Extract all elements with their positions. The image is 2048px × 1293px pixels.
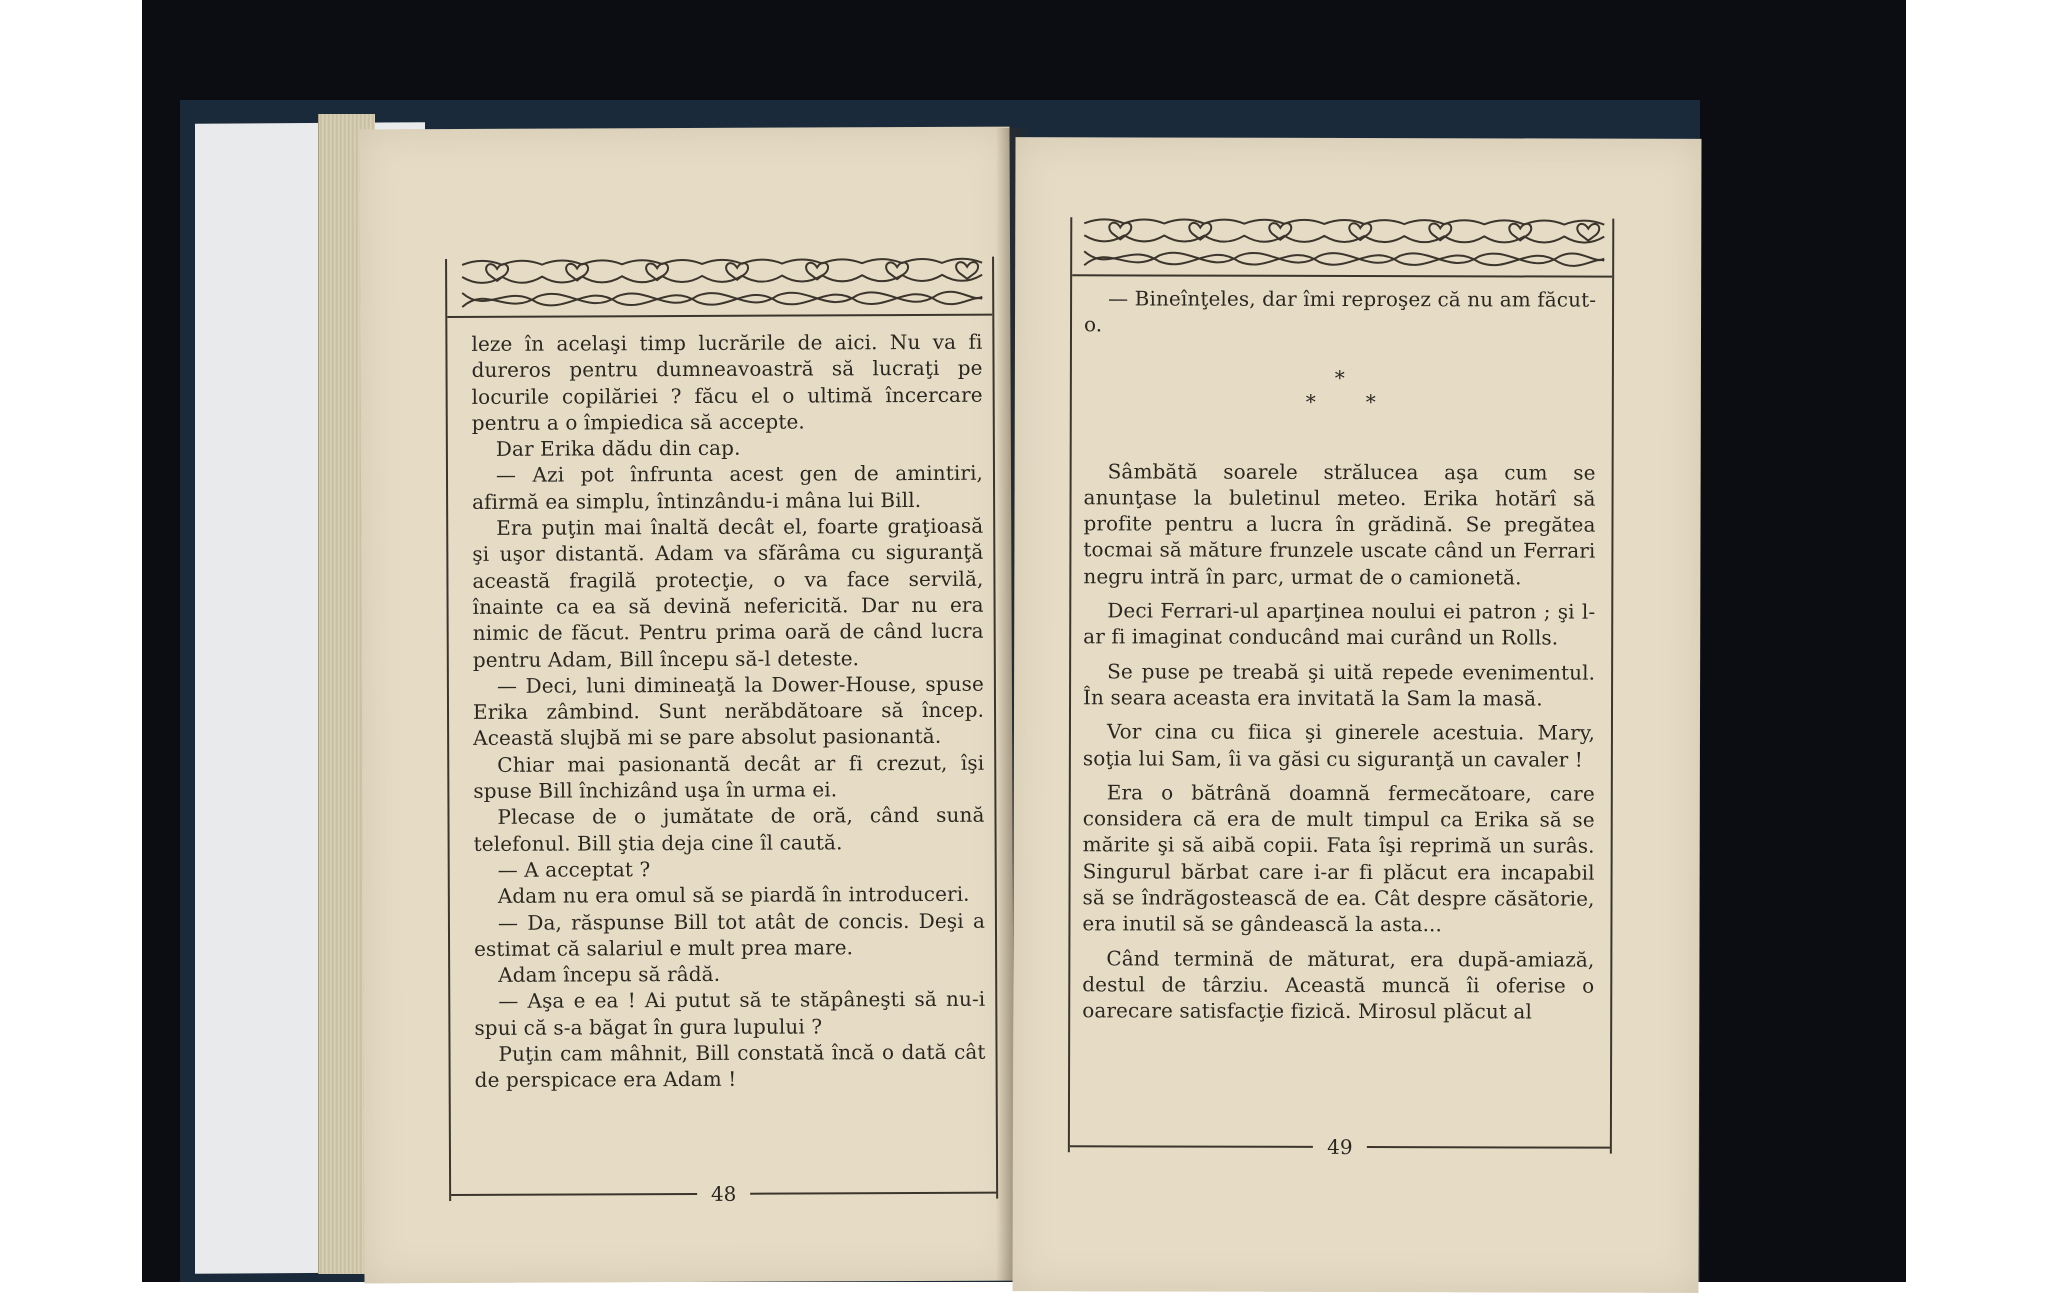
- paragraph: — Azi pot înfrunta acest gen de amintiri, afirmă ea simplu, întinzându-i mâna lui Bill.: [472, 461, 984, 514]
- left-page-frame: [445, 257, 998, 1206]
- paragraph: Adam începu să râdă.: [498, 961, 721, 987]
- right-page-footer: [1070, 1136, 1610, 1157]
- footer-rule: [1070, 1145, 1313, 1148]
- paragraph: — Deci, luni dimineaţă la Dower-House, spuse Erika zâmbind. Sunt nerăbdătoare să încep. Această slujbă mi se pare absolut pasionantă.: [472, 671, 985, 751]
- page-number: 48: [710, 1181, 737, 1206]
- paragraph: — A acceptat ?: [497, 857, 651, 882]
- paragraph: Vor cina cu fiica şi ginerele acestuia. Mary, soţia lui Sam, îi va găsi cu siguranţă un cavaler !: [1082, 719, 1595, 772]
- paragraph: Era puţin mai înaltă decât el, foarte graţioasă şi uşor distantă. Adam va sfărâma cu siguranţă această fragilă protecţie, o va face servilă, înainte ca ea să devină nefericită. Dar nu era nimic de făcut. Pentru prima oară de când lucra pentru Adam, Bill începu să-l deteste.: [472, 513, 984, 672]
- left-page-footer: [451, 1183, 996, 1205]
- paragraph: Plecase de o jumătate de oră, când sună telefonul. Bill ştia deja cine îl caută.: [473, 803, 985, 856]
- paragraph: leze în acelaşi timp lucrările de aici. Nu va fi dureros pentru dumneavoastră să lucraţi pe locurile copilăriei ? făcu el o ultimă încercare pentru a o împiedica să accepte.: [471, 329, 983, 435]
- paragraph: Sâmbătă soarele strălucea aşa cum se anunţase la buletinul meteo. Erika hotărî să profite pentru a lucra în grădină. Se pregătea tocmai să măture frunzele uscate când un Ferrari negru intră în parc, urmat de o camionetă.: [1083, 458, 1596, 590]
- left-page: [359, 127, 1014, 1284]
- right-page-text: [1082, 285, 1596, 1025]
- paragraph: Când termină de măturat, era după-amiază, destul de târziu. Această muncă îi oferise o oarecare satisfacţie fizică. Mirosul plăcut al: [1082, 945, 1595, 1024]
- paragraph: Puţin cam mâhnit, Bill constată încă o dată cât de perspicace era Adam !: [474, 1039, 986, 1093]
- right-page: [1012, 137, 1701, 1293]
- paragraph: Adam nu era omul să se piardă în introduceri.: [497, 882, 970, 909]
- page-number: 49: [1327, 1134, 1353, 1159]
- ornament-border-left: [447, 253, 992, 319]
- paragraph: — Aşa e ea ! Ai putut să te stăpâneşti să nu-i spui că s-a băgat în gura lupului ?: [474, 987, 986, 1040]
- footer-rule: [451, 1193, 697, 1196]
- separator-star: *: [1334, 365, 1345, 390]
- right-page-frame: [1068, 217, 1614, 1159]
- open-book: [290, 108, 1700, 1282]
- separator-star: *: [1305, 389, 1316, 414]
- footer-rule: [750, 1192, 996, 1195]
- paragraph: — Bineînţeles, dar îmi reproşez că nu am făcut-o.: [1083, 286, 1597, 337]
- paragraph: Dar Erika dădu din cap.: [495, 435, 741, 462]
- paragraph: Deci Ferrari-ul aparţinea noului ei patron ; şi l-ar fi imaginat conducând mai curând un Rolls.: [1083, 598, 1596, 650]
- ornament-border-right: [1072, 213, 1612, 278]
- paragraph: Era o bătrână doamnă fermecătoare, care considera că era de mult timpul ca Erika să se mărite şi să aibă copii. Fata îşi reprimă un surâs. Singurul bărbat care i-ar fi plăcut era incapabil să se îndrăgostească de ea. Cât despre căsătorie, era inutil să se gândească la asta...: [1082, 780, 1595, 937]
- left-page-text: [471, 329, 985, 1094]
- paragraph: Se puse pe treabă şi uită repede evenimentul. În seara aceasta era invitată la Sam la masă.: [1083, 659, 1596, 711]
- footer-rule: [1367, 1146, 1610, 1149]
- section-separator: [1084, 338, 1596, 459]
- separator-star: *: [1365, 389, 1376, 414]
- paragraph: — Da, răspunse Bill tot atât de concis. Deşi a estimat că salariul e mult prea mare.: [474, 908, 985, 961]
- paragraph: Chiar mai pasionantă decât ar fi crezut, îşi spuse Bill închizând uşa în urma ei.: [473, 750, 985, 803]
